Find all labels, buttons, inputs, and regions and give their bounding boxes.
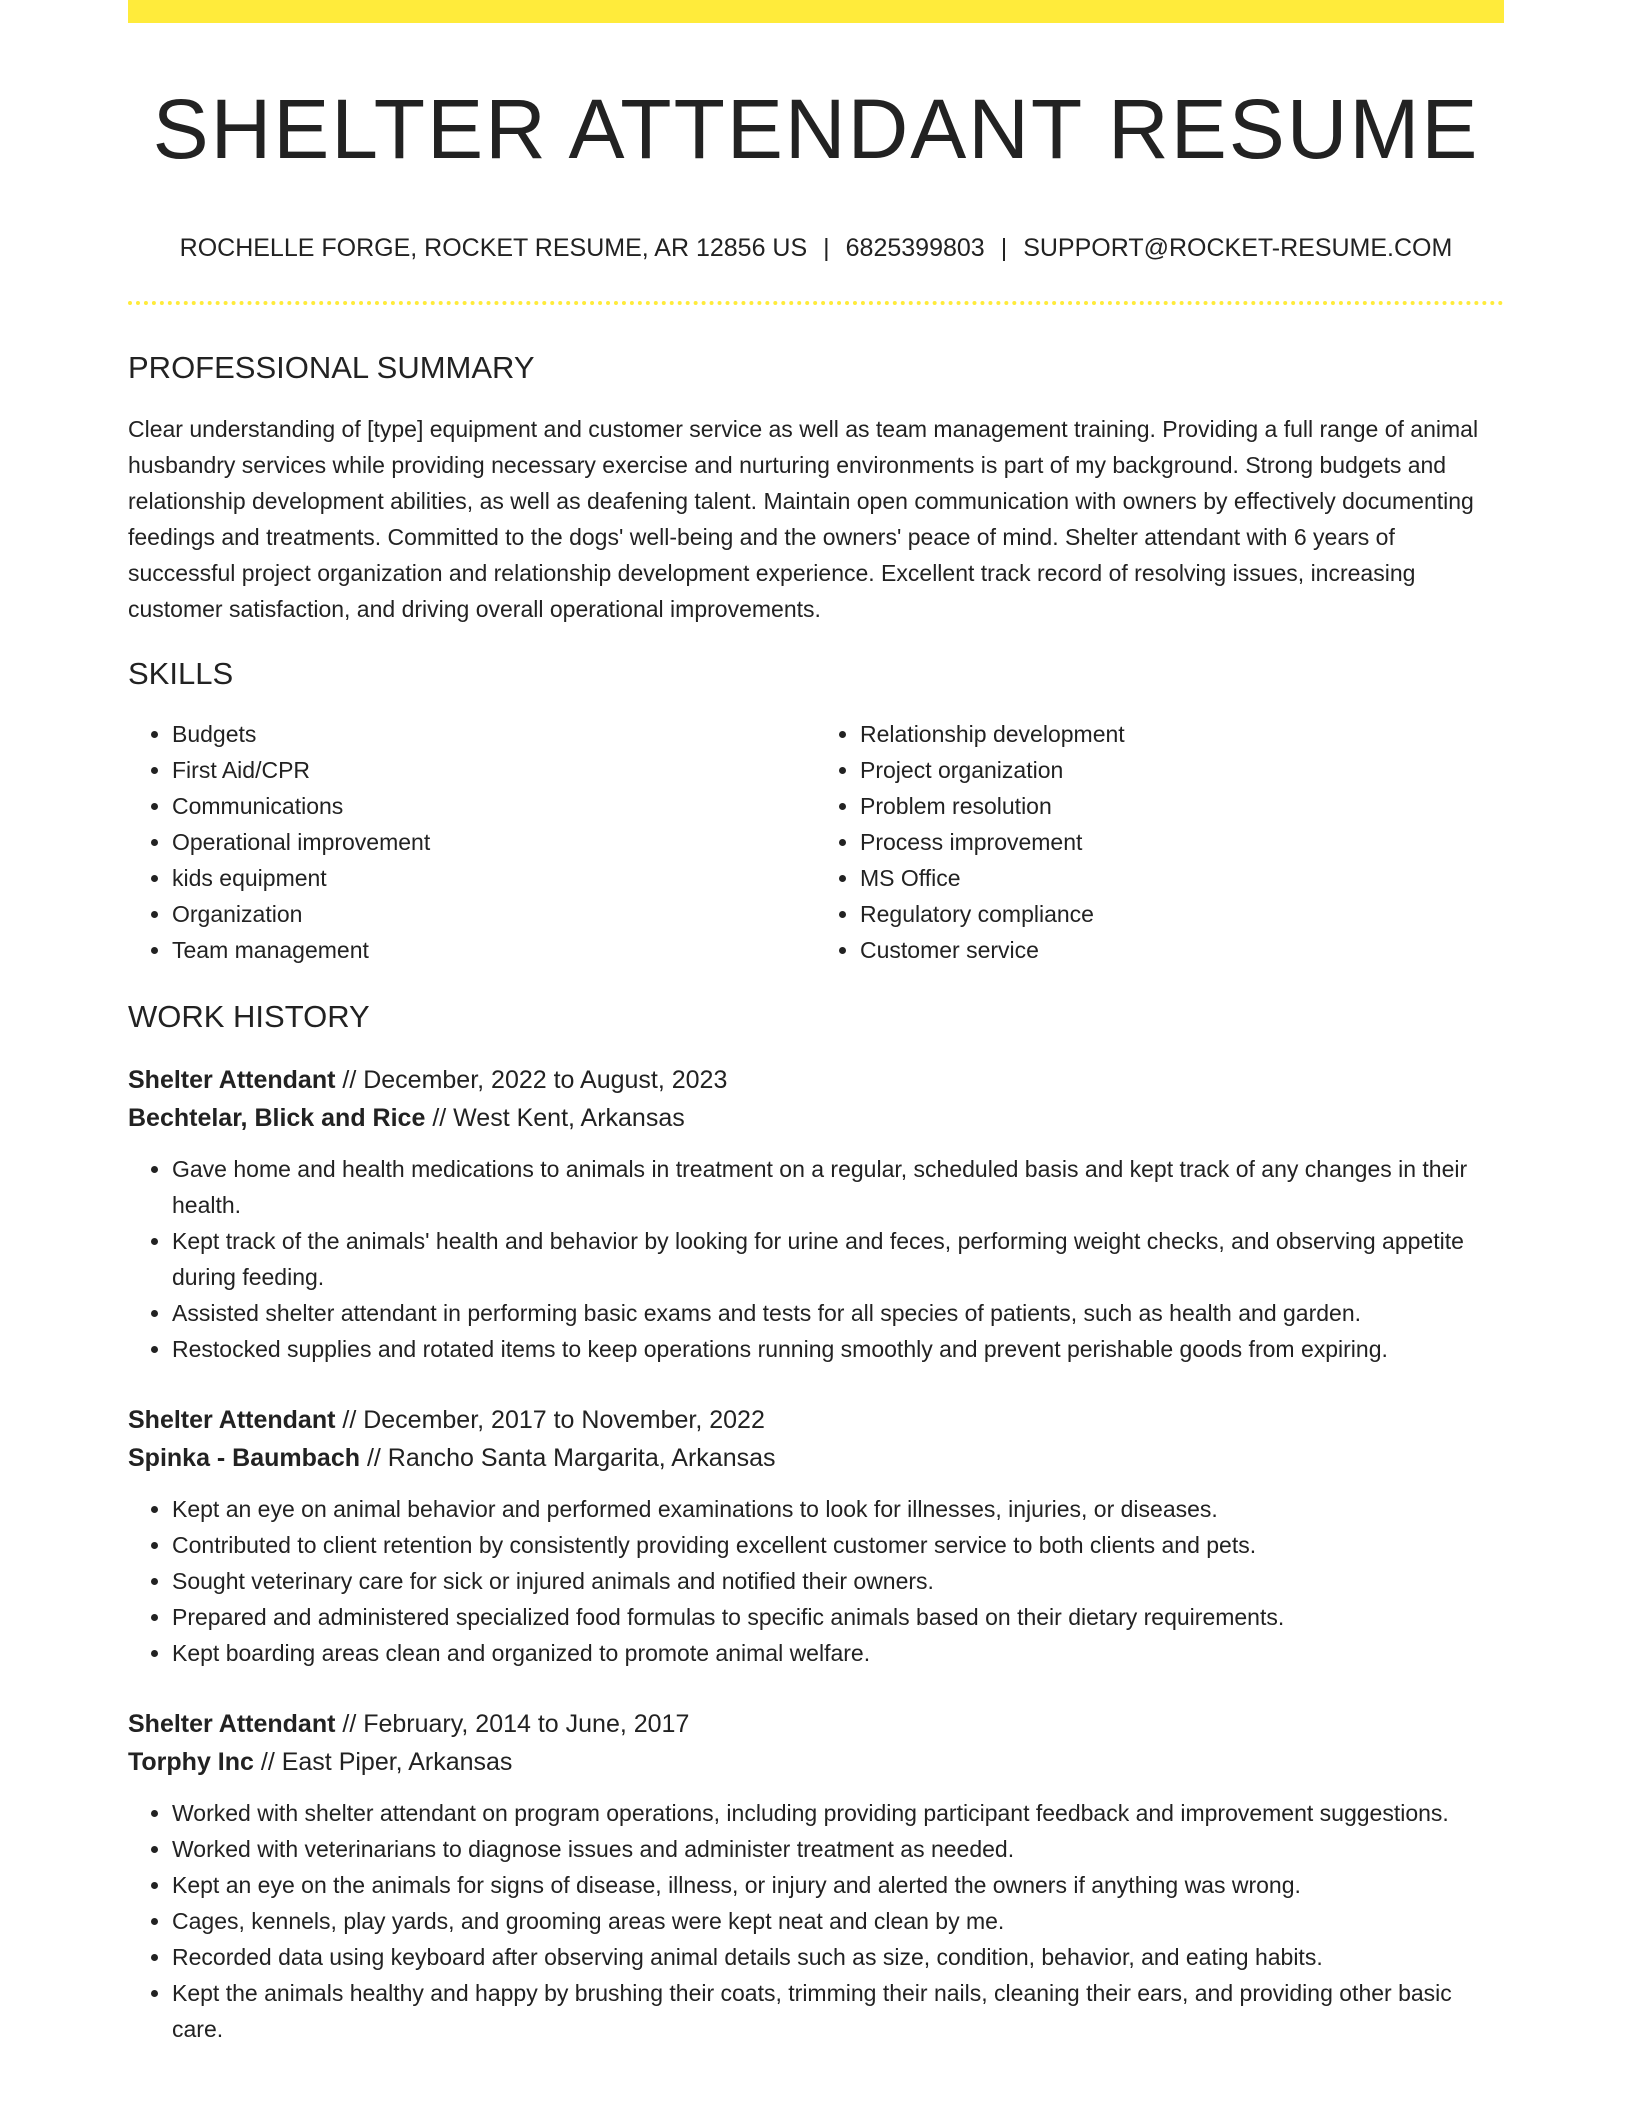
skill-item: • Organization (172, 896, 816, 932)
skill-item: • Budgets (172, 716, 816, 752)
contact-separator: | (823, 234, 830, 263)
skills-list (128, 716, 1504, 968)
skill-item: • Communications (172, 788, 816, 824)
skill-item: • Relationship development (860, 716, 1504, 752)
resume-title: SHELTER ATTENDANT RESUME (152, 82, 1480, 176)
skill-item: • Process improvement (860, 824, 1504, 860)
job-bullet: • Prepared and administered specialized food formulas to specific animals based on their dietary requirements. (172, 1599, 1504, 1635)
skill-item: • Problem resolution (860, 788, 1504, 824)
job-bullet: • Kept boarding areas clean and organized to promote animal welfare. (172, 1635, 1504, 1671)
job-bullet: • Kept the animals healthy and happy by brushing their coats, trimming their nails, cleaning their ears, and providing other basic care. (172, 1975, 1504, 2047)
job-location: // Rancho Santa Margarita, Arkansas (366, 1443, 776, 1472)
job-company-line (128, 1439, 1504, 1477)
job-title: Shelter Attendant (128, 1065, 336, 1094)
summary-heading: PROFESSIONAL SUMMARY (128, 350, 535, 386)
skill-item: • kids equipment (172, 860, 816, 896)
job-title-line (128, 1705, 1504, 1743)
job-bullets (128, 1491, 1504, 1671)
skill-item: • Team management (172, 932, 816, 968)
skill-item: • Regulatory compliance (860, 896, 1504, 932)
job-bullets (128, 1151, 1504, 1367)
job-bullet: • Kept track of the animals' health and behavior by looking for urine and feces, performing weight checks, and observing appetite during feeding. (172, 1223, 1504, 1295)
skill-item: • Project organization (860, 752, 1504, 788)
skill-item: • First Aid/CPR (172, 752, 816, 788)
job-dates: // December, 2017 to November, 2022 (342, 1405, 765, 1434)
skills-heading: SKILLS (128, 655, 234, 691)
job-location: // East Piper, Arkansas (260, 1747, 513, 1776)
contact-phone: 6825399803 (845, 234, 985, 263)
job-title-line (128, 1061, 1504, 1099)
skill-item: • Customer service (860, 932, 1504, 968)
contact-address: ROCHELLE FORGE, ROCKET RESUME, AR 12856 US (179, 234, 808, 263)
job-company: Bechtelar, Blick and Rice (128, 1103, 426, 1132)
skills-column-right (816, 716, 1504, 968)
job-location: // West Kent, Arkansas (432, 1103, 685, 1132)
contact-separator: | (1000, 234, 1008, 263)
job-bullet: • Sought veterinary care for sick or injured animals and notified their owners. (172, 1563, 1504, 1599)
job-company-line (128, 1743, 1504, 1781)
job-bullet: • Contributed to client retention by consistently providing excellent customer service to both clients and pets. (172, 1527, 1504, 1563)
resume-page (128, 0, 1504, 2047)
job-bullet: • Assisted shelter attendant in performing basic exams and tests for all species of patients, such as health and garden. (172, 1295, 1504, 1331)
job-company: Spinka - Baumbach (128, 1443, 360, 1472)
contact-line (128, 233, 1504, 263)
job-entry (128, 1061, 1504, 1367)
job-bullet: • Kept an eye on the animals for signs of disease, illness, or injury and alerted the owners if anything was wrong. (172, 1867, 1504, 1903)
job-entry (128, 1705, 1504, 2047)
job-dates: // December, 2022 to August, 2023 (342, 1065, 728, 1094)
work-history-heading: WORK HISTORY (128, 998, 370, 1034)
job-bullet: • Recorded data using keyboard after observing animal details such as size, condition, behavior, and eating habits. (172, 1939, 1504, 1975)
job-bullet: • Cages, kennels, play yards, and grooming areas were kept neat and clean by me. (172, 1903, 1504, 1939)
job-company: Torphy Inc (128, 1747, 254, 1776)
job-entry (128, 1401, 1504, 1671)
job-bullet: • Gave home and health medications to animals in treatment on a regular, scheduled basis and kept track of any changes in their health. (172, 1151, 1504, 1223)
accent-top-bar (128, 0, 1504, 23)
job-title: Shelter Attendant (128, 1405, 336, 1434)
dotted-divider (128, 301, 1504, 305)
skill-item: • Operational improvement (172, 824, 816, 860)
skills-column-left (128, 716, 816, 968)
job-bullets (128, 1795, 1504, 2047)
job-bullet: • Worked with veterinarians to diagnose issues and administer treatment as needed. (172, 1831, 1504, 1867)
contact-email: SUPPORT@ROCKET-RESUME.COM (1023, 234, 1453, 263)
job-bullet: • Restocked supplies and rotated items to keep operations running smoothly and prevent perishable goods from expiring. (172, 1331, 1504, 1367)
job-company-line (128, 1099, 1504, 1137)
summary-text: Clear understanding of [type] equipment and customer service as well as team management training. Providing a full range of animal husbandry services while providing necessary exercise and nurturing environments is part of my background. Strong budgets and relationship development abilities, as well as deafening talent. Maintain open communication with owners by effectively documenting feedings and treatments. Committed to the dogs' well-being and the owners' peace of mind. Shelter attendant with 6 years of successful project organization and relationship development experience. Excellent track record of resolving issues, increasing customer satisfaction, and driving overall operational improvements. (128, 415, 1479, 622)
job-bullet: • Worked with shelter attendant on program operations, including providing participant feedback and improvement suggestions. (172, 1795, 1504, 1831)
job-title: Shelter Attendant (128, 1709, 336, 1738)
job-title-line (128, 1401, 1504, 1439)
skill-item: • MS Office (860, 860, 1504, 896)
job-dates: // February, 2014 to June, 2017 (342, 1709, 690, 1738)
job-bullet: • Kept an eye on animal behavior and performed examinations to look for illnesses, injuries, or diseases. (172, 1491, 1504, 1527)
